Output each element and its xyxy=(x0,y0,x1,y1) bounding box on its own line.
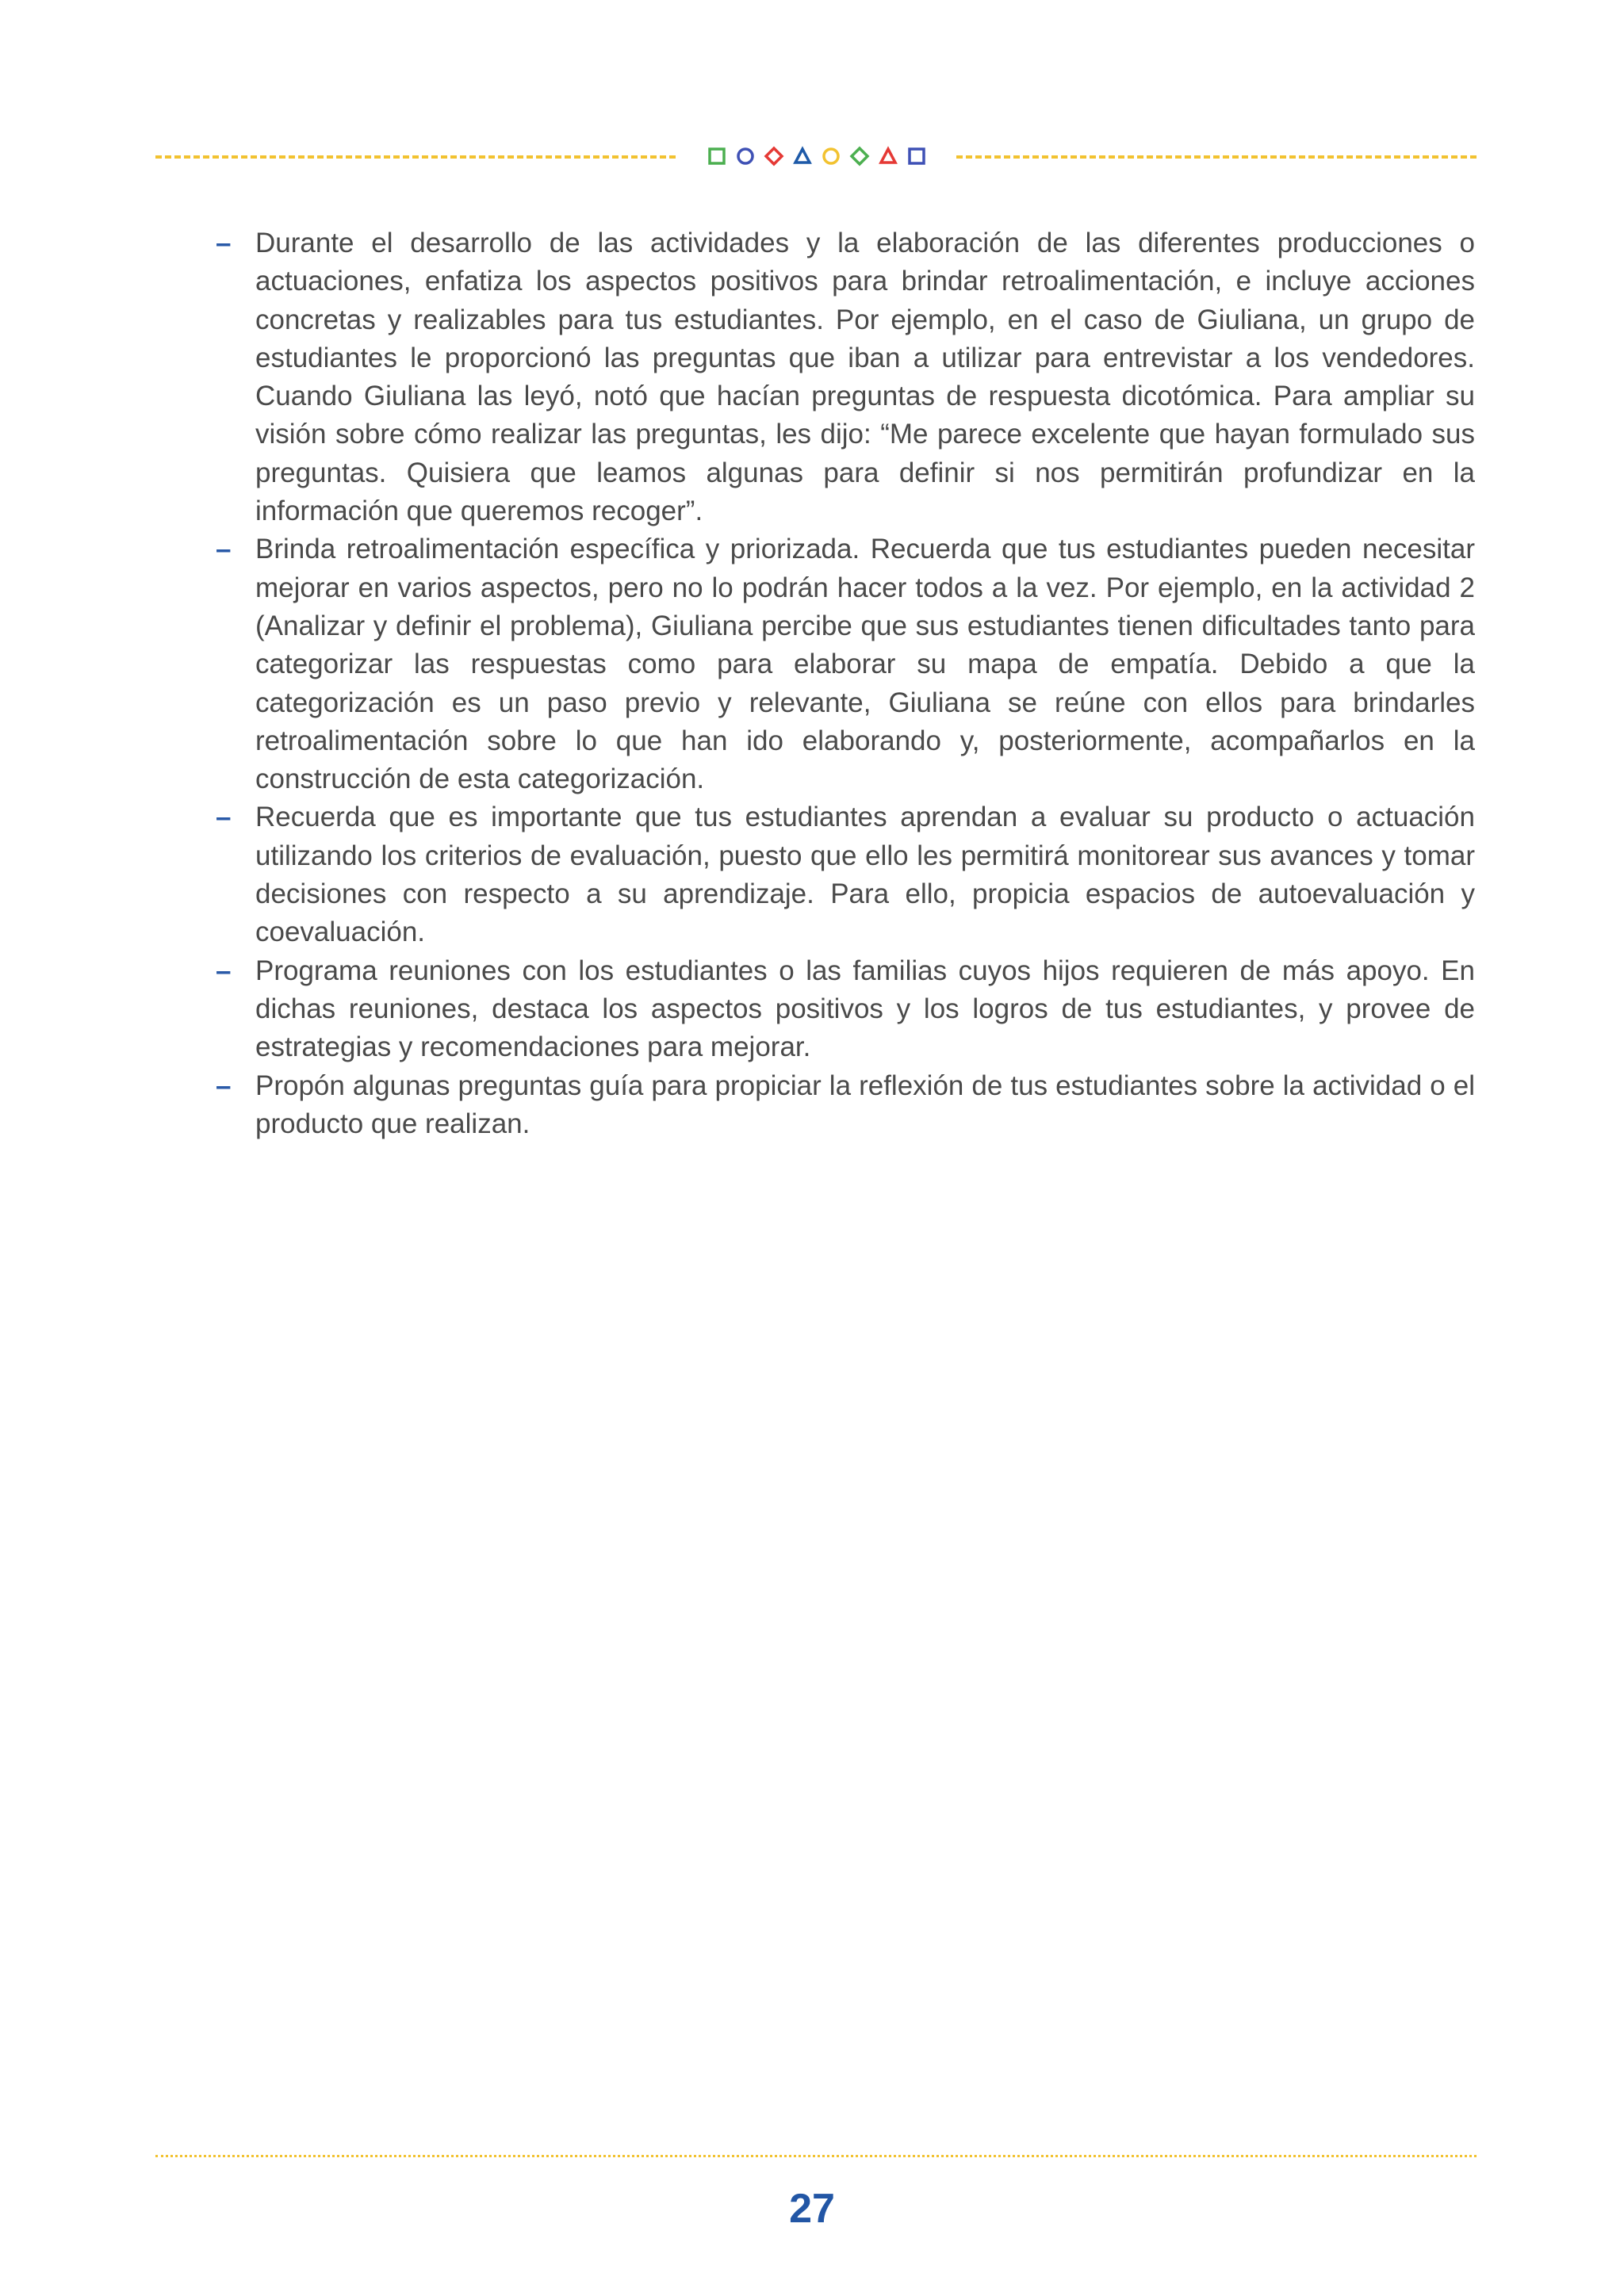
dash-bullet-icon: – xyxy=(216,955,232,986)
list-item-text: Propón algunas preguntas guía para propiciar la reflexión de tus estudiantes sobre la actividad o el producto que realizan. xyxy=(255,1070,1475,1139)
header-dashed-line-right xyxy=(956,155,1477,159)
header-shape-ornament xyxy=(703,142,933,170)
list-item xyxy=(216,530,1475,798)
list-item-text: Programa reuniones con los estudiantes o las familias cuyos hijos requieren de más apoyo. En dichas reuniones, destaca los aspectos positivos y los logros de tus estudiantes, y provee de estrategias y recomendaciones para mejorar. xyxy=(255,955,1475,1063)
diamond-shape-icon xyxy=(766,148,782,164)
list-item xyxy=(216,798,1475,951)
list-item xyxy=(216,1067,1475,1144)
header-dashed-line-left xyxy=(155,155,676,159)
list-item-text: Durante el desarrollo de las actividades y la elaboración de las diferentes producciones o actuaciones, enfatiza los aspectos positivos para brindar retroalimentación, e incluye acciones concretas y realizables para tus estudiantes. Por ejemplo, en el caso de Giuliana, un grupo de estudiantes le proporcionó las preguntas que iban a utilizar para entrevistar a los vendedores. Cuando Giuliana las leyó, notó que hacían preguntas de respuesta dicotómica. Para ampliar su visión sobre cómo realizar las preguntas, les dijo: “Me parece excelente que hayan formulado sus preguntas. Quisiera que leamos algunas para definir si nos permitirán profundizar en la información que queremos recoger”. xyxy=(255,228,1475,527)
square-shape-icon xyxy=(710,149,724,163)
page-number: 27 xyxy=(789,2186,835,2232)
footer-dotted-line xyxy=(155,2155,1477,2157)
circle-shape-icon xyxy=(738,149,753,163)
dash-bullet-icon: – xyxy=(216,534,232,565)
dash-bullet-icon: – xyxy=(216,802,232,833)
triangle-shape-icon xyxy=(795,149,810,163)
diamond-shape-icon xyxy=(852,148,868,164)
dash-bullet-icon: – xyxy=(216,1070,232,1101)
list-item-text: Brinda retroalimentación específica y priorizada. Recuerda que tus estudiantes pueden necesitar mejorar en varios aspectos, pero no lo podrán hacer todos a la vez. Por ejemplo, en la actividad 2 (Analizar y definir el problema), Giuliana percibe que sus estudiantes tienen dificultades tanto para categorizar las respuestas como para elaborar su mapa de empatía. Debido a que la categorización es un paso previo y relevante, Giuliana se reúne con ellos para brindarles retroalimentación sobre lo que han ido elaborando y, posteriormente, acompañarlos en la construcción de esta categorización. xyxy=(255,534,1475,795)
list-item xyxy=(216,952,1475,1067)
dash-bullet-icon: – xyxy=(216,228,232,258)
circle-shape-icon xyxy=(824,149,838,163)
list-item-text: Recuerda que es importante que tus estudiantes aprendan a evaluar su producto o actuación utilizando los criterios de evaluación, puesto que ello les permitirá monitorear sus avances y tomar decisiones con respecto a su aprendizaje. Para ello, propicia espacios de autoevaluación y coevaluación. xyxy=(255,802,1475,948)
square-shape-icon xyxy=(910,149,924,163)
list-item xyxy=(216,224,1475,530)
bullet-list xyxy=(216,224,1475,1143)
triangle-shape-icon xyxy=(881,149,895,163)
